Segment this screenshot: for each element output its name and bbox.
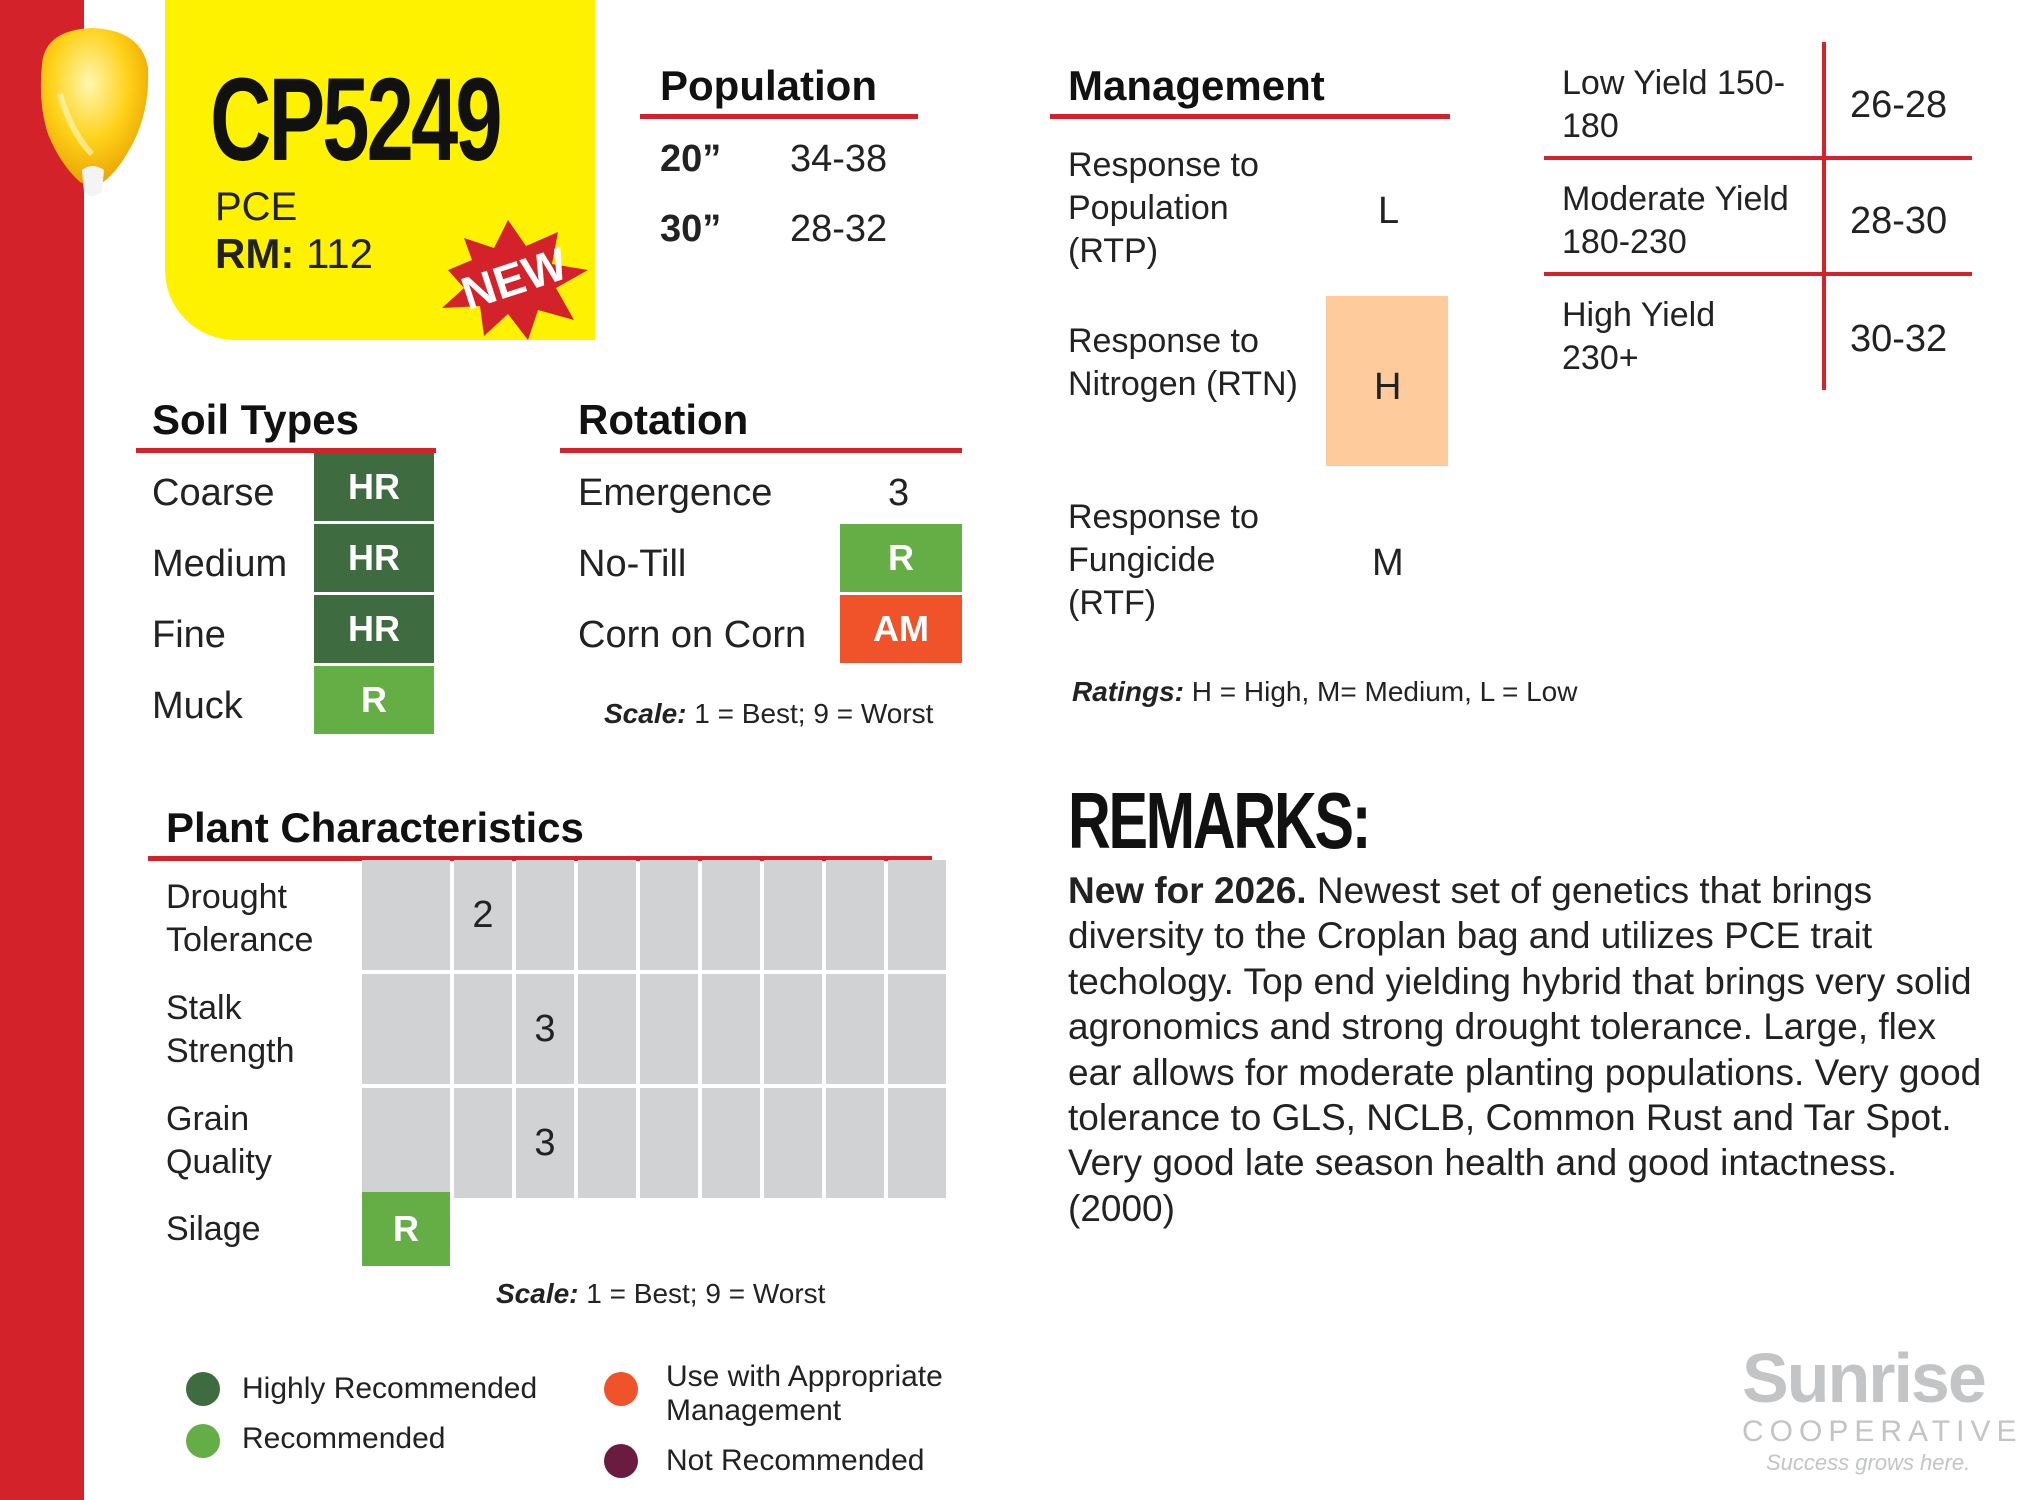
yield-table-rule — [1544, 156, 1972, 160]
yield-table-divider — [1822, 42, 1826, 390]
soil-type-rating: R — [314, 666, 434, 734]
rm-value: 112 — [305, 230, 373, 277]
yield-env-population: 30-32 — [1850, 318, 1948, 360]
rotation-label: No-Till — [578, 543, 687, 585]
rotation-underline — [560, 448, 962, 453]
plant-grid-score: 2 — [454, 860, 512, 970]
soil-type-label: Medium — [152, 543, 288, 585]
soil-types-heading: Soil Types — [152, 396, 359, 443]
plant-trait-label: Grain Quality — [166, 1100, 272, 1181]
soil-type-label: Muck — [152, 685, 243, 727]
plant-grid-cell — [702, 860, 760, 970]
legend-dot-not-recommended — [604, 1444, 638, 1478]
plant-grid-cell — [640, 1088, 698, 1198]
plant-grid-cell — [888, 860, 946, 970]
plant-grid-cell — [826, 1088, 884, 1198]
plant-grid-cell — [764, 1088, 822, 1198]
soil-type-label: Fine — [152, 614, 226, 656]
plant-grid-cell — [578, 974, 636, 1084]
rotation-scale-text: 1 = Best; 9 = Worst — [694, 698, 934, 729]
trait-label: PCE — [215, 185, 298, 229]
plant-grid-cell — [362, 860, 450, 970]
legend-dot-recommended — [186, 1424, 220, 1458]
population-heading: Population — [660, 62, 877, 109]
population-underline — [640, 114, 918, 119]
plant-scale-text: 1 = Best; 9 = Worst — [586, 1278, 826, 1309]
plant-grid-cell — [362, 974, 450, 1084]
left-red-bar — [0, 0, 84, 1500]
ratings-note-label: Ratings: — [1072, 676, 1184, 707]
management-row-rating: H — [1374, 366, 1402, 408]
new-badge-text: NEW — [455, 236, 574, 320]
management-row-rating: L — [1378, 190, 1400, 232]
remarks-text: Newest set of genetics that brings diversity to the Croplan bag and utilizes PCE trait techology. Top end yielding hybrid that brings very solid agronomics and strong drought tolerance. Large, flex ear allows for moderate planting populations. Very good tolerance to GLS, NCLB, Common Rust and Tar Spot. Very good late season health and good intactness. (2000) — [1068, 870, 1982, 1229]
yield-table-rule — [1544, 272, 1972, 276]
plant-grid-cell — [640, 974, 698, 1084]
sunrise-logo-tagline: Success grows here. — [1766, 1450, 1971, 1475]
silage-rating: R — [362, 1192, 450, 1266]
plant-characteristics-heading: Plant Characteristics — [166, 804, 584, 851]
yield-env-label: Low Yield 150-180 — [1562, 64, 1786, 145]
plant-grid-cell — [454, 974, 512, 1084]
plant-grid-cell — [826, 974, 884, 1084]
plant-grid-cell — [764, 974, 822, 1084]
rotation-label: Corn on Corn — [578, 614, 807, 656]
plant-grid-cell — [578, 860, 636, 970]
legend-label: Highly Recommended — [242, 1372, 538, 1405]
legend-label: Recommended — [242, 1422, 446, 1455]
ratings-note-text: H = High, M= Medium, L = Low — [1191, 676, 1578, 707]
plant-grid-cell — [454, 1088, 512, 1198]
plant-grid-cell — [516, 860, 574, 970]
rotation-scale-note — [604, 698, 933, 730]
plant-grid-cell — [362, 1088, 450, 1198]
remarks-heading: REMARKS: — [1068, 776, 1370, 865]
legend-dot-highly-recommended — [186, 1372, 220, 1406]
plant-grid-cell — [826, 860, 884, 970]
population-row-value: 28-32 — [790, 208, 888, 250]
rotation-rating: AM — [840, 595, 962, 663]
soil-type-rating: HR — [314, 595, 434, 663]
yield-env-label: High Yield 230+ — [1562, 296, 1716, 377]
rotation-rating: 3 — [888, 472, 910, 514]
population-row-value: 34-38 — [790, 138, 888, 180]
plant-grid-cell — [640, 860, 698, 970]
plant-grid-cell — [888, 1088, 946, 1198]
population-row-width: 20” — [660, 138, 722, 180]
relative-maturity — [215, 230, 373, 278]
remarks-body — [1068, 868, 1993, 1231]
product-title: CP5249 — [210, 54, 500, 186]
rm-label: RM: — [215, 230, 295, 277]
remarks-lead: New for 2026. — [1068, 870, 1307, 911]
management-row-label: Response to Population (RTP) — [1068, 146, 1259, 270]
plant-grid-score: 3 — [516, 974, 574, 1084]
plant-grid-cell — [702, 974, 760, 1084]
ratings-note — [1072, 676, 1577, 708]
plant-trait-label: Silage — [166, 1210, 261, 1248]
management-underline — [1050, 114, 1450, 119]
legend-label: Not Recommended — [666, 1444, 925, 1477]
soil-type-rating: HR — [314, 524, 434, 592]
rotation-label: Emergence — [578, 472, 773, 514]
sunrise-logo-subtitle: COOPERATIVE — [1742, 1415, 2023, 1448]
plant-grid-cell — [702, 1088, 760, 1198]
rotation-heading: Rotation — [578, 396, 749, 443]
management-row-rating: M — [1372, 542, 1404, 584]
rotation-scale-label: Scale: — [604, 698, 687, 729]
soil-type-label: Coarse — [152, 472, 275, 514]
management-heading: Management — [1068, 62, 1325, 109]
yield-env-population: 26-28 — [1850, 84, 1948, 126]
plant-trait-label: Drought Tolerance — [166, 878, 314, 959]
management-row-label: Response to Nitrogen (RTN) — [1068, 322, 1298, 403]
yield-env-label: Moderate Yield 180-230 — [1562, 180, 1789, 261]
plant-trait-label: Stalk Strength — [166, 989, 295, 1070]
legend-label: Use with Appropriate Management — [666, 1360, 943, 1427]
yield-env-population: 28-30 — [1850, 200, 1948, 242]
plant-grid-cell — [888, 974, 946, 1084]
management-row-label: Response to Fungicide (RTF) — [1068, 498, 1259, 622]
plant-scale-note — [496, 1278, 825, 1310]
new-badge-burst — [428, 208, 598, 348]
plant-scale-label: Scale: — [496, 1278, 579, 1309]
plant-grid-cell — [578, 1088, 636, 1198]
population-row-width: 30” — [660, 208, 722, 250]
plant-grid-score: 3 — [516, 1088, 574, 1198]
sunrise-logo-wordmark: Sunrise — [1742, 1339, 1985, 1417]
soil-type-rating: HR — [314, 453, 434, 521]
plant-grid-cell — [764, 860, 822, 970]
rotation-rating: R — [840, 524, 962, 592]
corn-kernel-icon — [30, 24, 160, 204]
legend-dot-appropriate-management — [604, 1372, 638, 1406]
